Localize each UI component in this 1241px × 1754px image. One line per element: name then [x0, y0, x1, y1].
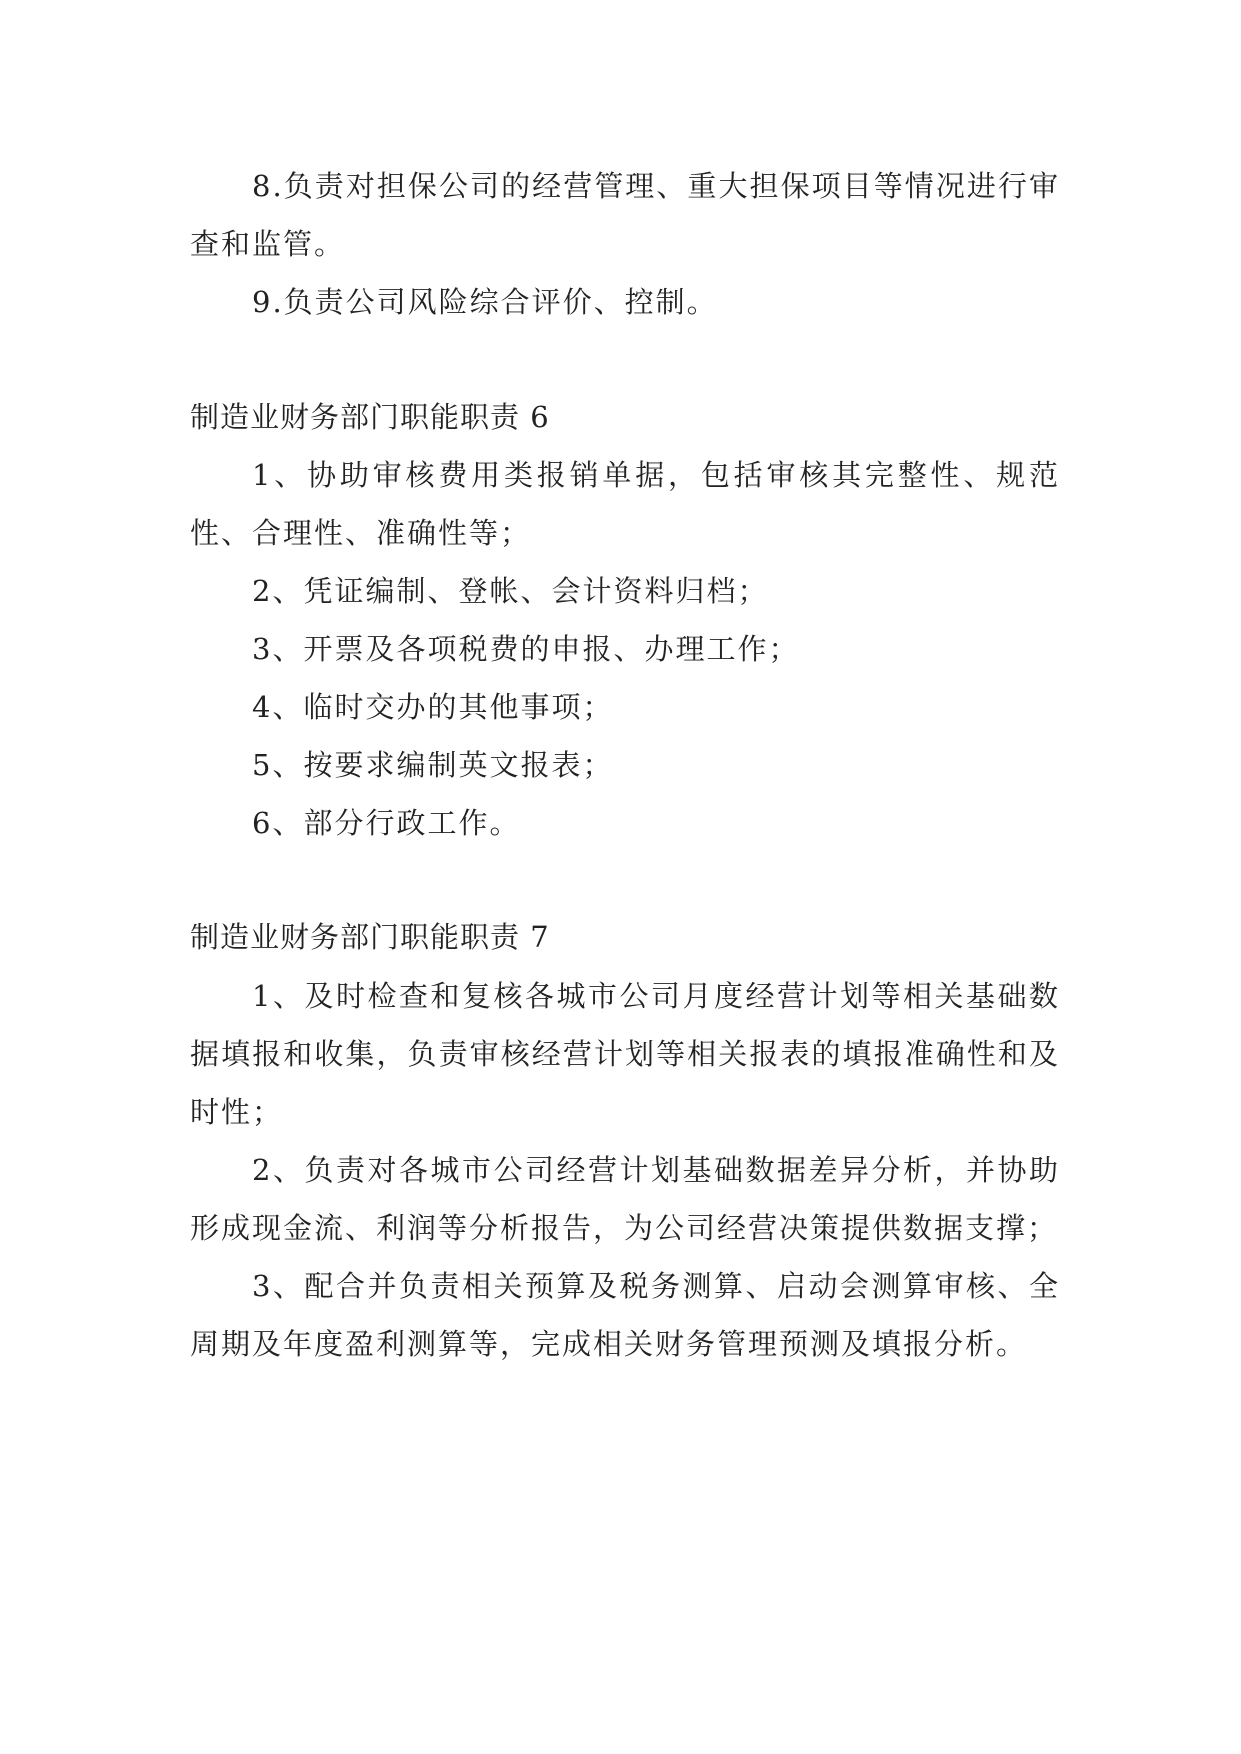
section-7-title: 制造业财务部门职能职责 7: [190, 920, 550, 954]
list-item: 3、开票及各项税费的申报、办理工作；: [252, 632, 800, 666]
list-item: 6、部分行政工作。: [252, 806, 521, 840]
list-item: 3、配合并负责相关预算及税务测算、启动会测算审核、全周期及年度盈利测算等，完成相关财务管理预测及填报分析。: [190, 1269, 1060, 1361]
list-item: 5、按要求编制英文报表；: [252, 748, 614, 782]
list-item: 2、凭证编制、登帐、会计资料归档；: [252, 574, 769, 608]
list-item: 4、临时交办的其他事项；: [252, 690, 614, 724]
list-item: 2、负责对各城市公司经营计划基础数据差异分析，并协助形成现金流、利润等分析报告，为公司经营决策提供数据支撑；: [190, 1153, 1060, 1245]
section-top-list: [190, 157, 1060, 331]
list-item: 1、协助审核费用类报销单据，包括审核其完整性、规范性、合理性、准确性等；: [190, 458, 1060, 550]
section-7-list: [190, 967, 1060, 1373]
list-item: 8.负责对担保公司的经营管理、重大担保项目等情况进行审查和监管。: [190, 169, 1060, 261]
section-6-list: [190, 446, 1060, 852]
list-item: 1、及时检查和复核各城市公司月度经营计划等相关基础数据填报和收集，负责审核经营计划等相关报表的填报准确性和及时性；: [190, 979, 1060, 1129]
section-6-title: 制造业财务部门职能职责 6: [190, 400, 550, 434]
list-item: 9.负责公司风险综合评价、控制。: [252, 285, 718, 319]
